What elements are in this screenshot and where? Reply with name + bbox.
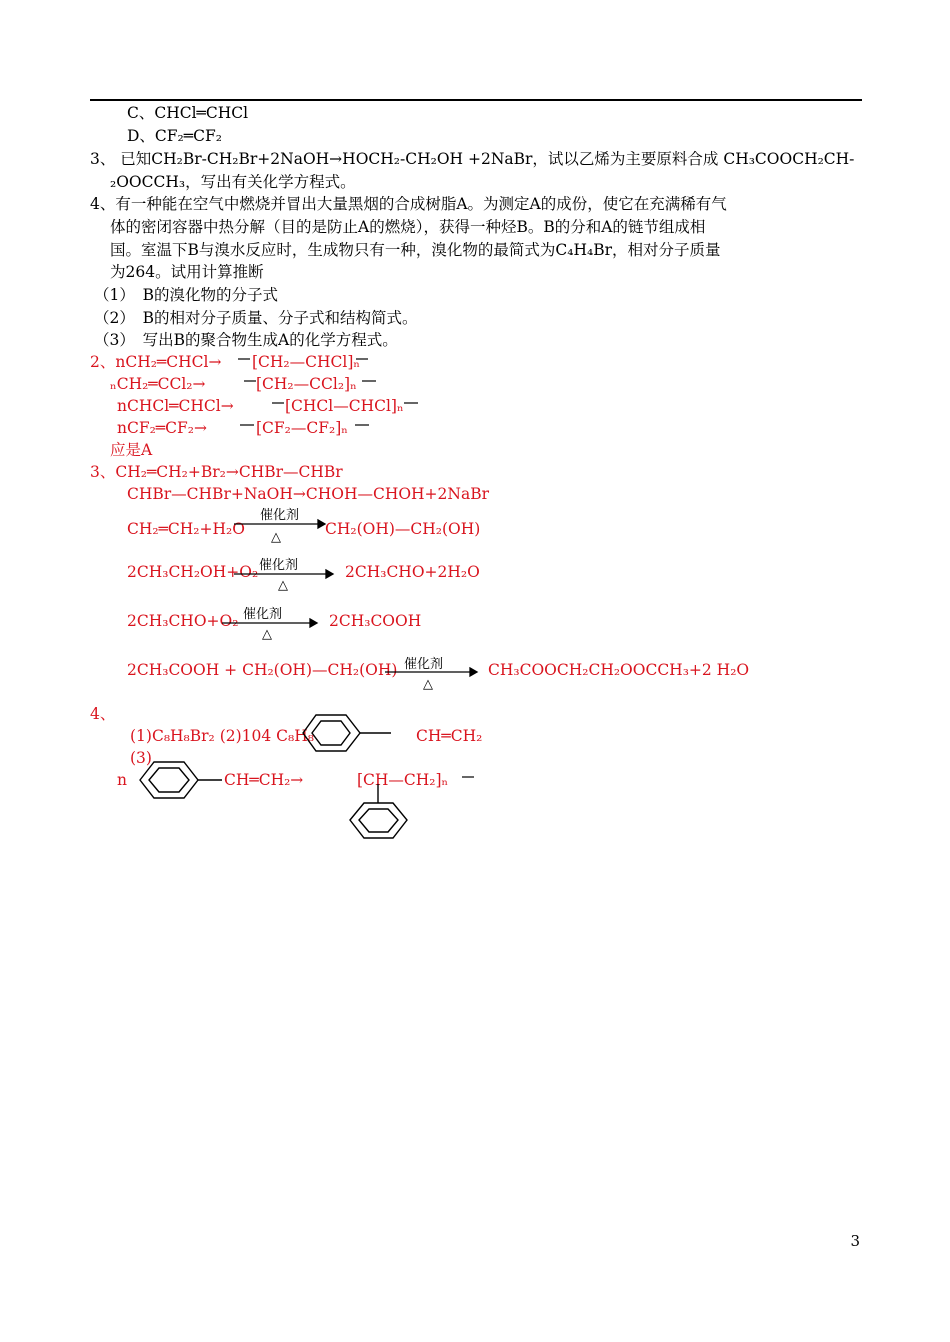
reaction-arrows [222, 520, 477, 676]
polymer-bond-lines [238, 359, 474, 777]
answer-2-row-4-left: nCF₂═CF₂→ [117, 419, 207, 437]
answer-3-row-3-left: CH₂═CH₂+H₂O [127, 520, 245, 538]
answer-3-row-3-right: CH₂(OH)—CH₂(OH) [325, 520, 481, 538]
answer-4-vinyl-group: CH═CH₂ [416, 727, 483, 745]
question-4-line-4: 为264。试用计算推断 [110, 263, 264, 281]
option-c: C、CHCl═CHCl [127, 104, 249, 122]
question-3-line-2: ₂OOCCH₃，写出有关化学方程式。 [110, 173, 356, 191]
page-number: 3 [850, 1232, 860, 1250]
question-4-sub-3: （3） 写出B的聚合物生成A的化学方程式。 [94, 331, 398, 349]
question-4-line-1: 4、有一种能在空气中燃烧并冒出大量黑烟的合成树脂A。为测定A的成份，使它在充满稀有气 [90, 195, 727, 213]
answer-2-row-1-left: 2、nCH₂═CHCl→ [90, 353, 222, 371]
catalyst-label: 催化剂 [243, 607, 283, 622]
heat-symbol: △ [271, 530, 281, 545]
answer-3-row-4-left: 2CH₃CH₂OH+O₂ [127, 563, 259, 581]
answer-4-row-1: (1)C₈H₈Br₂ (2)104 C₈H₈ [130, 727, 314, 745]
answer-4-polymer: [CH—CH₂]ₙ [357, 771, 449, 789]
heat-symbol: △ [278, 578, 288, 593]
answer-4-label: 4、 [90, 705, 116, 723]
answer-4-n: n [117, 771, 127, 789]
benzene-ring-icon [140, 762, 222, 798]
answer-4-row-2: (3) [130, 749, 152, 767]
answer-4-monomer: CH═CH₂→ [224, 771, 304, 789]
answer-2-row-2-left: ₙCH₂═CCl₂→ [110, 375, 206, 393]
benzene-ring-icon [303, 715, 391, 751]
answer-3-row-5-left: 2CH₃CHO+O₂ [127, 612, 239, 630]
answer-3-row-1: 3、CH₂═CH₂+Br₂→CHBr—CHBr [90, 463, 343, 481]
answer-3-row-5-right: 2CH₃COOH [329, 612, 422, 630]
catalyst-label: 催化剂 [404, 657, 444, 672]
heat-symbol: △ [262, 627, 272, 642]
question-4-sub-2: （2） B的相对分子质量、分子式和结构简式。 [94, 309, 418, 327]
question-3-line-1: 3、 已知CH₂Br-CH₂Br+2NaOH→HOCH₂-CH₂OH +2NaBr，试以乙烯为主要原料合成 CH₃COOCH₂CH- [90, 150, 855, 168]
answer-3-row-2: CHBr—CHBr+NaOH→CHOH—CHOH+2NaBr [127, 485, 490, 503]
answer-3-row-6-right: CH₃COOCH₂CH₂OOCCH₃+2 H₂O [488, 661, 750, 679]
option-d: D、CF₂═CF₂ [127, 127, 222, 145]
answer-2-row-2-right: [CH₂—CCl₂]ₙ [256, 375, 357, 393]
answer-2-row-1-right: [CH₂—CHCl]ₙ [252, 353, 361, 371]
catalyst-label: 催化剂 [259, 558, 299, 573]
answer-2-row-3-right: [CHCl—CHCl]ₙ [285, 397, 404, 415]
heat-symbol: △ [423, 677, 433, 692]
answer-2-row-3-left: nCHCl═CHCl→ [117, 397, 234, 415]
question-4-line-3: 国。室温下B与溴水反应时，生成物只有一种，溴化物的最简式为C₄H₄Br，相对分子质量 [110, 241, 721, 259]
answer-2-row-4-right: [CF₂—CF₂]ₙ [256, 419, 348, 437]
question-4-sub-1: （1） B的溴化物的分子式 [94, 286, 279, 304]
answer-3-row-4-right: 2CH₃CHO+2H₂O [345, 563, 480, 581]
question-4-line-2: 体的密闭容器中热分解（目的是防止A的燃烧），获得一种烃B。B的分和A的链节组成相 [110, 218, 706, 236]
answer-2-conclusion: 应是A [110, 441, 153, 459]
catalyst-label: 催化剂 [260, 508, 300, 523]
answer-3-row-6-left: 2CH₃COOH + CH₂(OH)—CH₂(OH) [127, 661, 398, 679]
benzene-ring-icon [350, 784, 407, 838]
